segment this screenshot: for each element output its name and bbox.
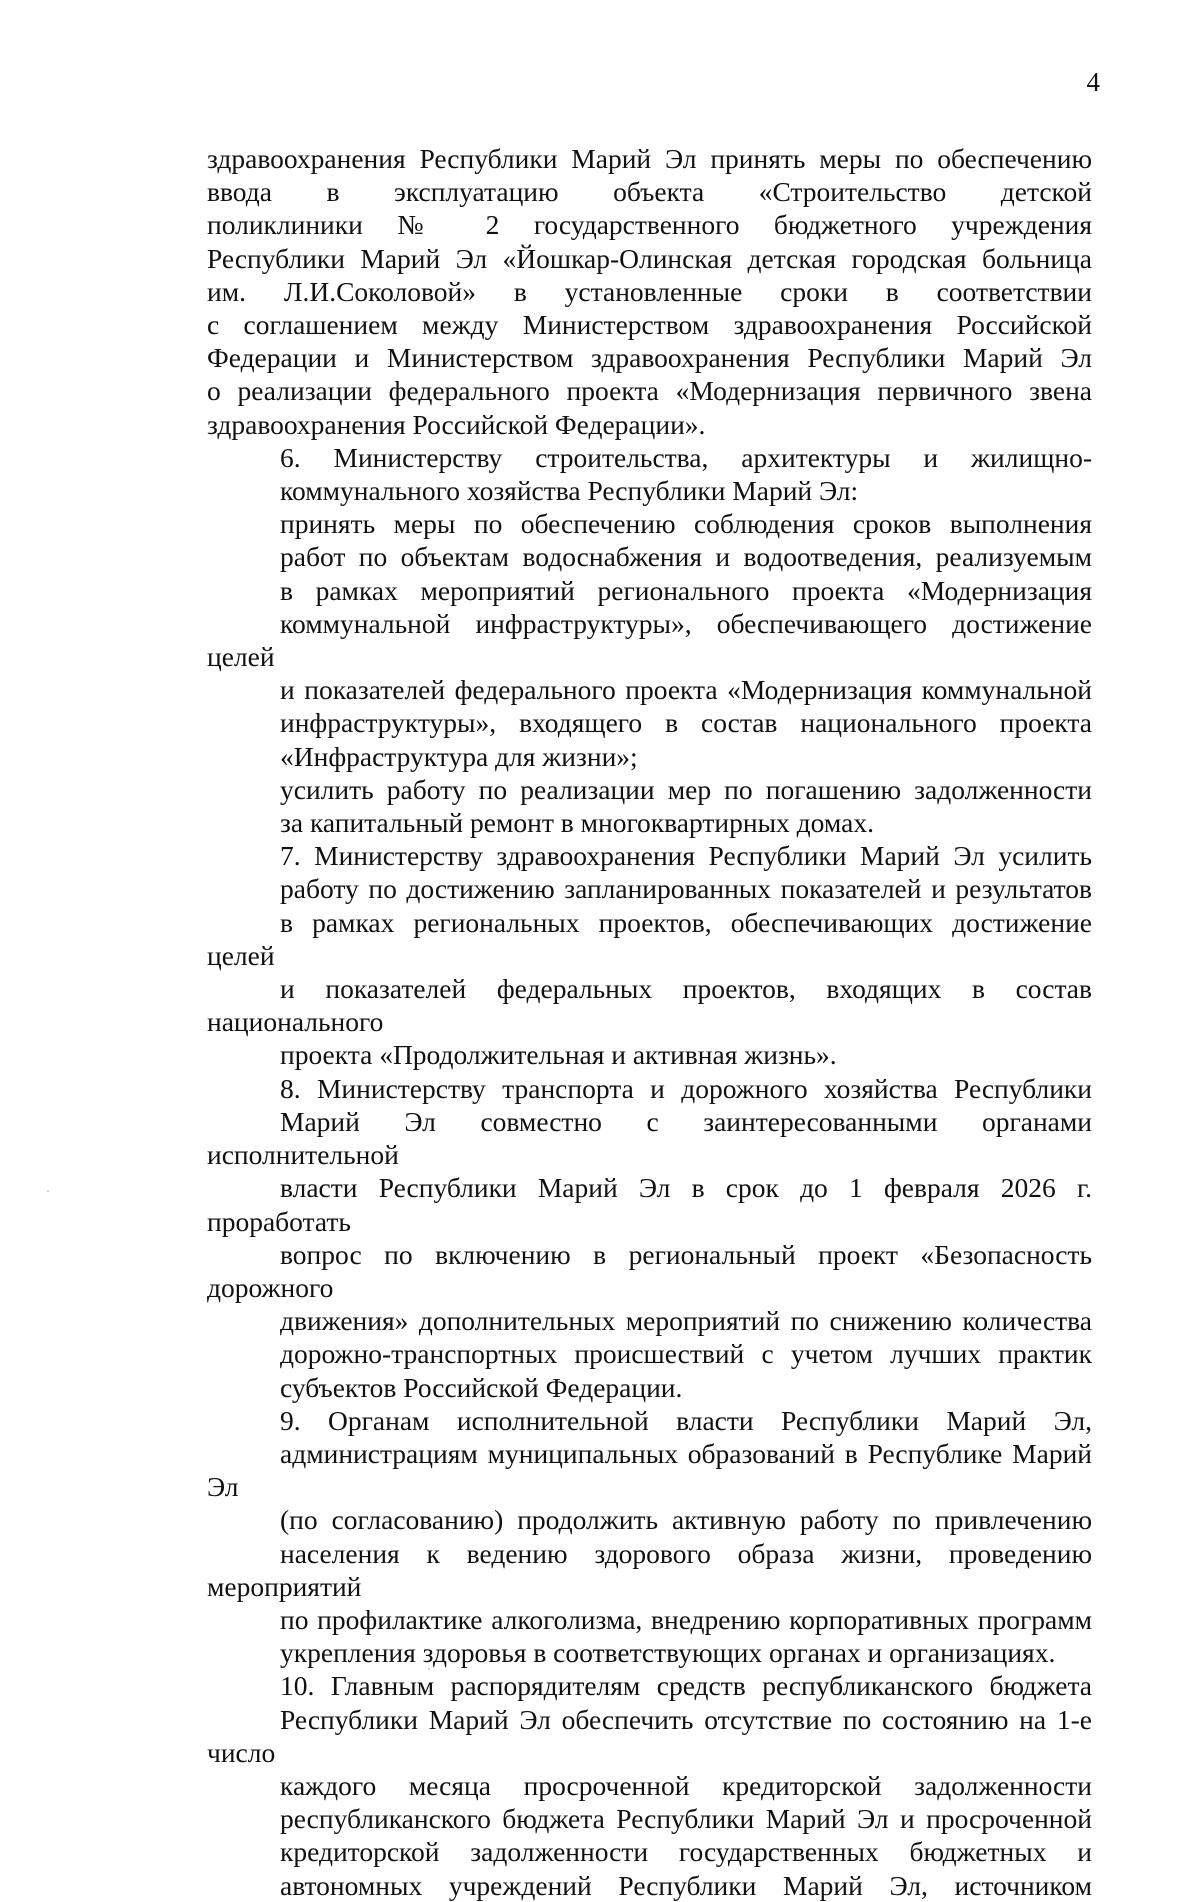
text-line: администрациям муниципальных образований в Республике Марий Эл [207,1437,1092,1503]
text-line: дорожно-транспортных происшествий с учетом лучших практик [280,1338,1092,1370]
text-line: республиканского бюджета Республики Марий Эл и просроченной [280,1803,1092,1835]
paragraph [207,441,1092,507]
scan-dot [47,1190,49,1192]
text-line: поликлиники № 2 государственного бюджетного учреждения [207,209,1092,241]
text-line: в рамках мероприятий регионального проекта «Модернизация [280,574,1092,606]
text-line: и показателей федерального проекта «Модернизация коммунальной [280,674,1092,706]
document-body [207,142,1092,1902]
text-line: автономных учреждений Республики Марий Эл, источником [280,1869,1092,1901]
text-line: Республики Марий Эл «Йошкар-Олинская детская городская больница [207,242,1092,274]
text-line: с соглашением между Министерством здравоохранения Российской [207,309,1092,341]
paragraph [207,142,1092,441]
paragraph [207,1404,1092,1670]
text-line: движения» дополнительных мероприятий по снижению количества [280,1305,1092,1337]
text-line: Марий Эл совместно с заинтересованными органами исполнительной [207,1105,1092,1171]
paragraph [207,1072,1092,1404]
text-line: ввода в эксплуатацию объекта «Строительство детской [207,176,1092,208]
text-line: коммунальной инфраструктуры», обеспечивающего достижение целей [207,607,1092,673]
text-line: инфраструктуры», входящего в состав национального проекта [280,707,1092,739]
paragraph [207,773,1092,839]
text-line: каждого месяца просроченной кредиторской задолженности [280,1769,1092,1801]
paragraph [207,1669,1092,1901]
text-line: здравоохранения Республики Марий Эл принять меры по обеспечению [207,143,1092,174]
text-line: Федерации и Министерством здравоохранения Республики Марий Эл [207,342,1092,374]
text-line: 10. Главным распорядителям средств республиканского бюджета [280,1670,1092,1702]
text-line: работу по достижению запланированных показателей и результатов [280,873,1092,905]
text-line: им. Л.И.Соколовой» в установленные сроки в соответствии [207,275,1092,307]
text-line: (по согласованию) продолжить активную работу по привлечению [280,1504,1092,1536]
text-line: усилить работу по реализации мер по погашению задолженности [280,773,1092,805]
text-line: Республики Марий Эл обеспечить отсутствие по состоянию на 1-е число [207,1703,1092,1768]
paragraph [207,507,1092,773]
text-line: принять меры по обеспечению соблюдения сроков выполнения [280,508,1092,540]
text-line: 9. Органам исполнительной власти Республики Марий Эл, [280,1404,1092,1436]
text-line: населения к ведению здорового образа жизни, проведению мероприятий [207,1537,1092,1602]
text-line: по профилактике алкоголизма, внедрению корпоративных программ [280,1603,1092,1635]
text-line: коммунального хозяйства Республики Марий Эл: [280,475,859,507]
text-line: здравоохранения Российской Федерации». [207,408,706,440]
text-line: «Инфраструктура для жизни»; [280,740,638,772]
text-line: и показателей федеральных проектов, входящих в состав национального [207,973,1092,1038]
page-number: 4 [1086,67,1100,97]
text-line: за капитальный ремонт в многоквартирных домах. [280,807,874,839]
text-line: 7. Министерству здравоохранения Республики Марий Эл усилить [280,840,1092,872]
text-line: 6. Министерству строительства, архитектуры и жилищно- [280,441,1092,473]
text-line: власти Республики Марий Эл в срок до 1 февраля 2026 г. проработать [207,1172,1092,1237]
text-line: 8. Министерству транспорта и дорожного хозяйства Республики [280,1072,1092,1104]
text-line: субъектов Российской Федерации. [280,1371,683,1403]
text-line: кредиторской задолженности государственных бюджетных и [280,1836,1092,1868]
text-line: вопрос по включению в региональный проект «Безопасность дорожного [207,1238,1092,1303]
paragraph [207,839,1092,1071]
text-line: о реализации федерального проекта «Модернизация первичного звена [207,375,1092,407]
scan-dot [428,1668,430,1670]
text-line: проекта «Продолжительная и активная жизнь». [280,1039,837,1071]
text-line: укрепления здоровья в соответствующих органах и организациях. [280,1637,1056,1669]
text-line: работ по объектам водоснабжения и водоотведения, реализуемым [280,541,1092,573]
text-line: в рамках региональных проектов, обеспечивающих достижение целей [207,906,1092,971]
